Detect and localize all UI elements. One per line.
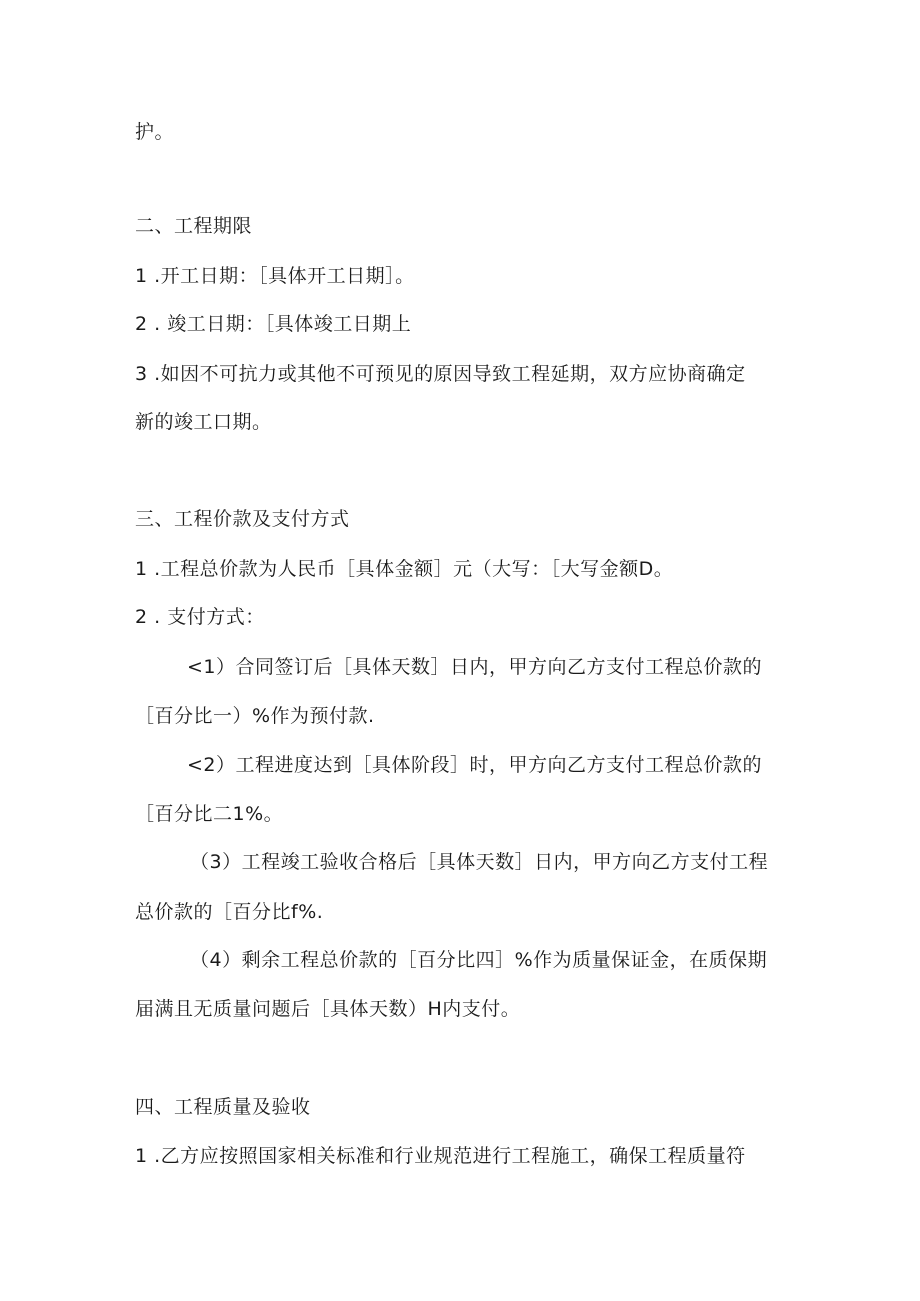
clause-start-date: 1 .开工日期：［具体开工日期］。: [135, 265, 415, 287]
section-heading-payment: 三、工程价款及支付方式: [135, 508, 350, 530]
section-heading-period: 二、工程期限: [135, 215, 253, 237]
section-heading-quality: 四、工程质量及验收: [135, 1096, 311, 1118]
payment-item-1: <1）合同签订后［具体天数］日内，甲方向乙方支付工程总价款的: [187, 656, 763, 678]
payment-item-4: （4）剩余工程总价款的［百分比四］%作为质量保证金，在质保期: [190, 949, 768, 971]
payment-item-2-continued: ［百分比二1%。: [135, 803, 284, 825]
clause-total-price: 1 .工程总价款为人民币［具体金额］元（大写：［大写金额D。: [135, 558, 674, 580]
payment-item-2: <2）工程进度达到［具体阶段］时，甲方向乙方支付工程总价款的: [187, 754, 763, 776]
clause-payment-method: 2 . 支付方式：: [135, 606, 265, 628]
payment-item-3: （3）工程竣工验收合格后［具体天数］日内，甲方向乙方支付工程: [190, 851, 769, 873]
clause-completion-date: 2 . 竣工日期：［具体竣工日期上: [135, 313, 412, 335]
text-line-continuation: 护。: [135, 121, 175, 143]
payment-item-4-continued: 届满且无质量问题后［具体天数）H内支付。: [135, 998, 521, 1020]
payment-item-3-continued: 总价款的［百分比f%.: [135, 901, 324, 923]
clause-delay: 3 .如因不可抗力或其他不可预见的原因导致工程延期，双方应协商确定: [135, 363, 746, 385]
clause-delay-continued: 新的竣工口期。: [135, 411, 272, 433]
clause-quality-standard: 1 .乙方应按照国家相关标准和行业规范进行工程施工，确保工程质量符: [135, 1145, 746, 1167]
payment-item-1-continued: ［百分比一）%作为预付款.: [135, 705, 375, 727]
